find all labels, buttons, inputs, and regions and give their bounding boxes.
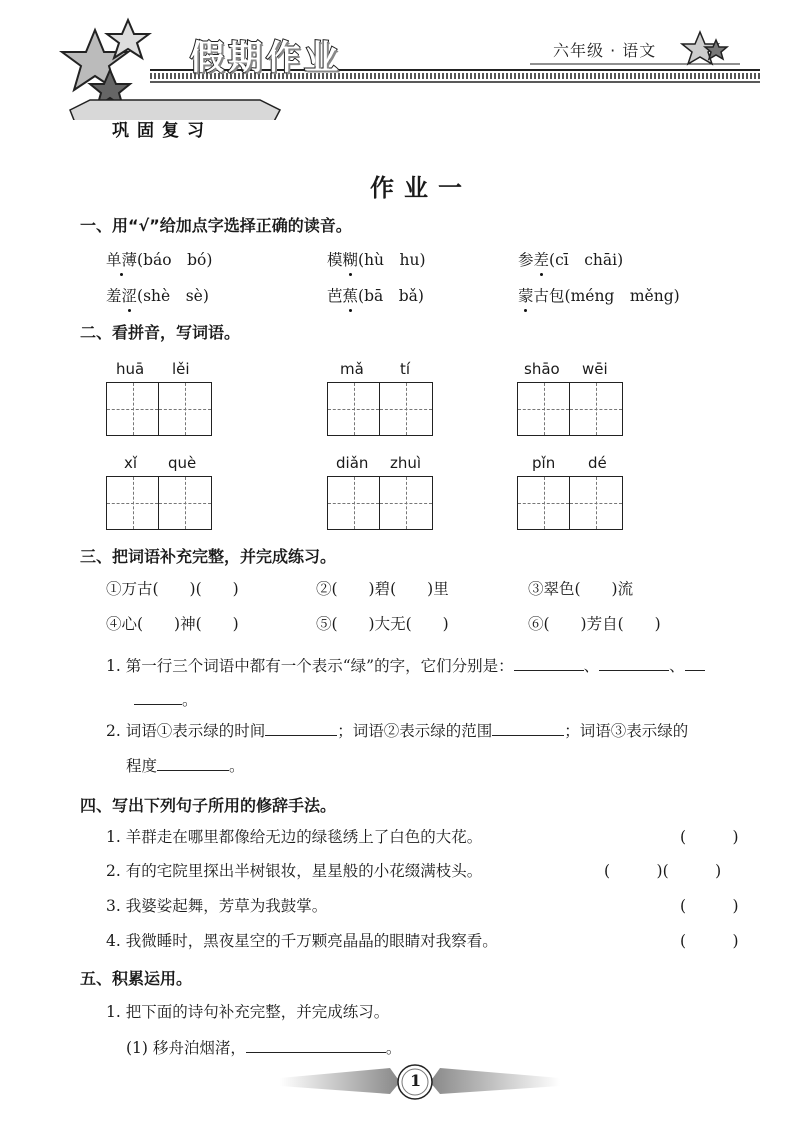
section-tab-label: 巩固复习: [112, 121, 212, 141]
s4-answer-parens[interactable]: ( ): [680, 828, 739, 846]
answer-blank[interactable]: [599, 654, 669, 671]
section-1-title: 一、用“√”给加点字选择正确的读音。: [80, 216, 352, 235]
section-2-title: 二、看拼音，写词语。: [80, 323, 241, 342]
s3-question-2: 2. 词语①表示绿的时间 ；词语②表示绿的范围 ；词语③表示绿的: [106, 719, 688, 742]
star-cluster-icon: [62, 20, 149, 107]
answer-blank[interactable]: [157, 754, 229, 771]
pinyin: shāo: [524, 360, 560, 378]
s5-question-1: 1. 把下面的诗句补充完整，并完成练习。: [106, 1003, 390, 1021]
writing-grid[interactable]: [327, 476, 433, 530]
header-decoration: [0, 0, 811, 120]
emphasis-dot: [349, 309, 352, 312]
writing-grid[interactable]: [517, 476, 623, 530]
answer-blank[interactable]: [134, 688, 182, 705]
s1-item-6: 蒙 古包(méng měng): [518, 285, 680, 307]
pinyin: wēi: [582, 360, 608, 378]
pinyin: diǎn: [336, 454, 369, 472]
s1-item-2: 模 糊(hù hu): [327, 249, 426, 271]
s4-sentence: 2. 有的宅院里探出半树银妆，星星般的小花缀满枝头。: [106, 862, 483, 880]
pinyin: huā: [116, 360, 145, 378]
answer-blank[interactable]: [514, 654, 584, 671]
answer-blank[interactable]: [685, 654, 705, 671]
writing-grid[interactable]: [106, 476, 212, 530]
page-number: 1: [410, 1071, 422, 1090]
pinyin: xǐ: [124, 454, 138, 472]
grade-subject: 六年级 · 语文: [553, 41, 657, 60]
idiom: ④心( )神( ): [106, 615, 239, 633]
answer-blank[interactable]: [492, 719, 564, 736]
section-5-title: 五、积累运用。: [80, 969, 193, 988]
emphasis-dot: [128, 309, 131, 312]
s4-sentence: 3. 我婆娑起舞，芳草为我鼓掌。: [106, 897, 328, 915]
pinyin: pǐn: [532, 454, 556, 472]
s4-answer-parens[interactable]: ( ): [680, 897, 739, 915]
idiom: ②( )碧( )里: [316, 580, 449, 598]
pinyin: dé: [588, 454, 607, 472]
header-title: 假期作业: [190, 38, 342, 78]
pinyin: mǎ: [340, 360, 364, 378]
pinyin: què: [168, 454, 197, 472]
idiom: ①万古( )( ): [106, 580, 239, 598]
s3-question-1: 1. 第一行三个词语中都有一个表示“绿”的字，它们分别是： 、 、: [106, 654, 705, 677]
writing-grid[interactable]: [106, 382, 212, 436]
writing-grid[interactable]: [327, 382, 433, 436]
idiom: ⑥( )芳自( ): [528, 615, 661, 633]
emphasis-dot: [540, 273, 543, 276]
s4-sentence: 1. 羊群走在哪里都像给无边的绿毯绣上了白色的大花。: [106, 828, 483, 846]
homework-title: 作业一: [370, 174, 472, 202]
answer-blank[interactable]: [246, 1036, 386, 1053]
s3-question-1-cont: 。: [134, 688, 198, 711]
s3-question-2-cont: 程度 。: [126, 754, 245, 777]
pinyin: zhuì: [390, 454, 422, 472]
answer-blank[interactable]: [265, 719, 337, 736]
pinyin: lěi: [172, 360, 190, 378]
section-3-title: 三、把词语补充完整，并完成练习。: [80, 547, 337, 566]
writing-grid[interactable]: [517, 382, 623, 436]
s4-answer-parens[interactable]: ( ): [680, 932, 739, 950]
idiom: ③翠色( )流: [528, 580, 634, 598]
s1-item-1: 单 薄(báo bó): [106, 249, 212, 271]
s5-poem-line-1: (1) 移舟泊烟渚， 。: [126, 1036, 401, 1059]
section-4-title: 四、写出下列句子所用的修辞手法。: [80, 796, 337, 815]
s1-item-4: 羞 涩(shè sè): [106, 285, 209, 307]
star-icon: [682, 32, 727, 64]
emphasis-dot: [120, 273, 123, 276]
emphasis-dot: [349, 273, 352, 276]
emphasis-dot: [524, 309, 527, 312]
s4-answer-parens[interactable]: ( )( ): [604, 862, 722, 880]
s4-sentence: 4. 我微睡时，黑夜星空的千万颗亮晶晶的眼睛对我察看。: [106, 932, 498, 950]
s1-item-5: 芭 蕉(bā bǎ): [327, 285, 424, 307]
s1-item-3: 参 差(cī chāi): [518, 249, 623, 271]
pinyin: tí: [400, 360, 411, 378]
idiom: ⑤( )大无( ): [316, 615, 449, 633]
